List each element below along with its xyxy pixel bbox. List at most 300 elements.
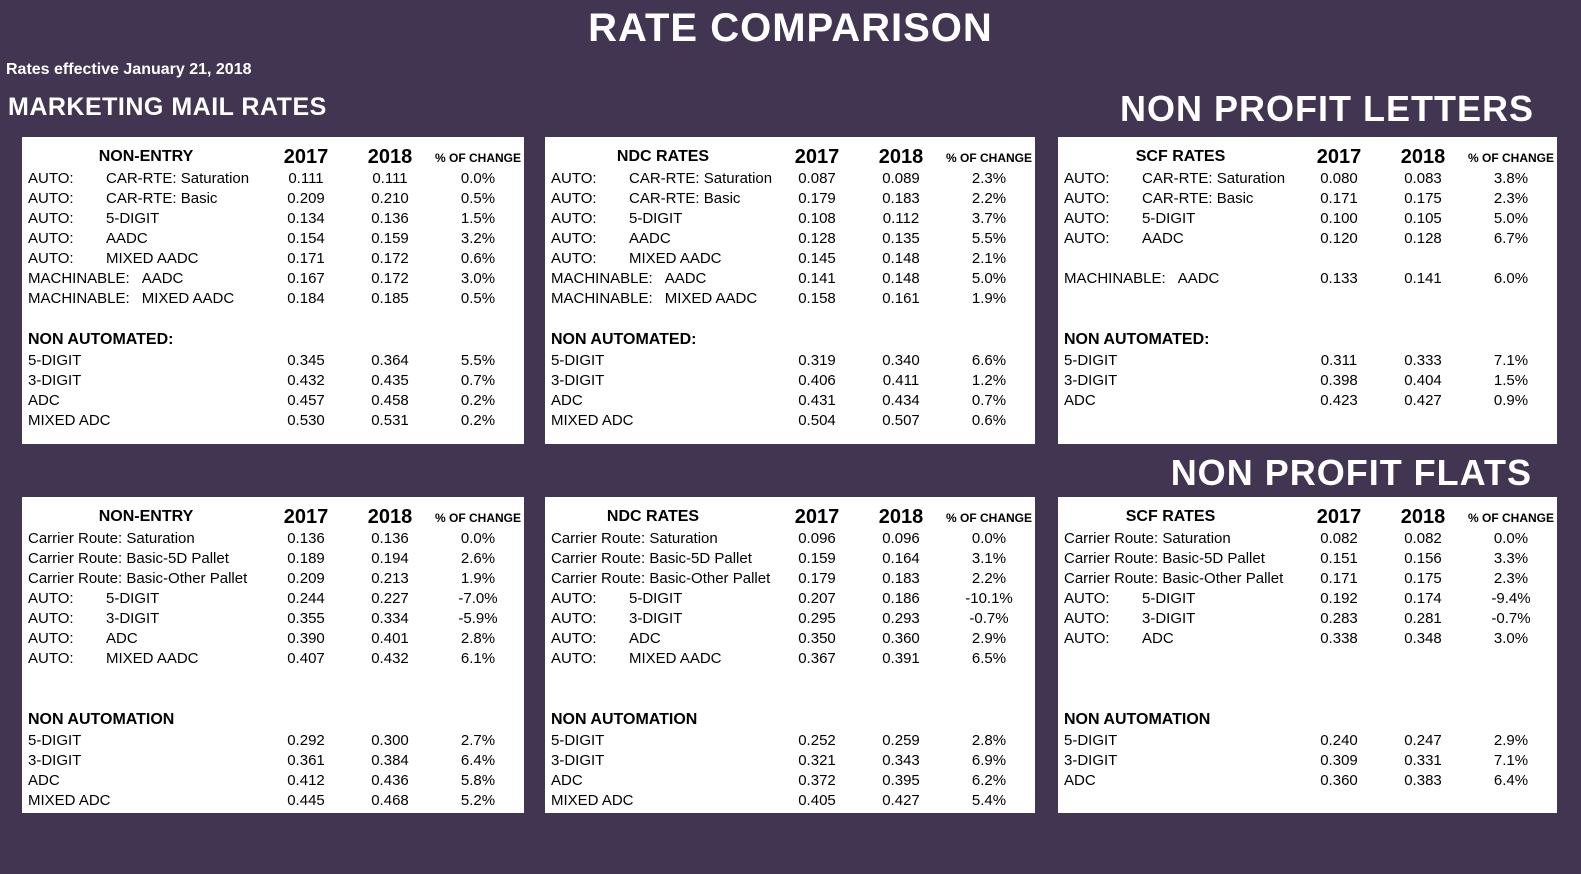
table-row <box>22 351 524 371</box>
table-header-row <box>545 143 1035 169</box>
table-row <box>545 249 1035 269</box>
rate-label-cell <box>545 629 775 649</box>
rate-label-text: CAR-RTE: Basic <box>106 190 218 207</box>
rate-label-cell <box>545 529 775 549</box>
rate-2018-cell: 0.183 <box>882 190 920 207</box>
rate-label-text: 5-DIGIT <box>1064 352 1118 369</box>
rate-2017-cell: 0.080 <box>1320 170 1358 187</box>
rate-change-cell: -5.9% <box>458 610 498 627</box>
rate-2018-cell: 0.164 <box>882 550 920 567</box>
rate-label-prefix: AUTO: <box>1064 230 1110 247</box>
column-header-percent-change: % OF CHANGE <box>434 151 521 165</box>
rate-2017-cell: 0.151 <box>1320 550 1358 567</box>
blank-row <box>22 309 524 329</box>
rate-label-cell <box>22 411 264 431</box>
rate-label-text: Carrier Route: Saturation <box>1064 530 1231 547</box>
rate-change-cell: 1.5% <box>460 210 496 227</box>
column-header-percent-change: % OF CHANGE <box>1467 511 1554 525</box>
rate-label-text: MIXED AADC <box>629 650 722 667</box>
blank-row <box>545 669 1035 689</box>
rate-label-text: 3-DIGIT <box>28 752 82 769</box>
rate-label-prefix: AUTO: <box>551 650 597 667</box>
table-row <box>22 229 524 249</box>
table-row <box>1058 731 1557 751</box>
rate-change-cell: 2.3% <box>1493 190 1529 207</box>
rate-2018-cell: 0.395 <box>882 772 920 789</box>
section-header-row <box>545 709 1035 731</box>
rate-2018-cell: 0.174 <box>1404 590 1442 607</box>
rate-2018-cell: 0.300 <box>371 732 409 749</box>
rate-2017-cell: 0.179 <box>798 190 836 207</box>
rate-label-cell <box>22 391 264 411</box>
rate-label-cell <box>1058 209 1297 229</box>
rate-label-prefix: AUTO: <box>551 610 597 627</box>
rate-2017-cell: 0.345 <box>287 352 325 369</box>
rate-label-prefix: MACHINABLE: <box>28 290 130 307</box>
rate-change-cell: 5.4% <box>971 792 1007 809</box>
rate-label-cell <box>1058 229 1297 249</box>
column-header-2018: 2018 <box>878 506 924 528</box>
rate-label-text: 3-DIGIT <box>28 372 82 389</box>
table-row <box>22 289 524 309</box>
rate-label-cell <box>1058 391 1297 411</box>
rate-2017-cell: 0.252 <box>798 732 836 749</box>
rate-label-text: 5-DIGIT <box>1142 210 1196 227</box>
rate-2018-cell: 0.247 <box>1404 732 1442 749</box>
rate-label-cell <box>22 649 264 669</box>
table-row <box>1058 751 1557 771</box>
rate-label-prefix: AUTO: <box>1064 590 1110 607</box>
table-row <box>545 529 1035 549</box>
section-header-row <box>545 329 1035 351</box>
rate-label-cell <box>545 209 775 229</box>
table-row <box>545 609 1035 629</box>
rate-label-text: 5-DIGIT <box>629 590 683 607</box>
rate-2017-cell: 0.120 <box>1320 230 1358 247</box>
rate-2018-cell: 0.148 <box>882 250 920 267</box>
rate-label-text: ADC <box>28 772 60 789</box>
rate-2017-cell: 0.158 <box>798 290 836 307</box>
rate-2018-cell: 0.136 <box>371 530 409 547</box>
table-header-row <box>1058 503 1557 529</box>
blank-row <box>22 669 524 689</box>
rate-change-cell: 6.5% <box>971 650 1007 667</box>
rate-2018-cell: 0.384 <box>371 752 409 769</box>
rate-label-prefix: MACHINABLE: <box>28 270 130 287</box>
rate-label-cell <box>1058 169 1297 189</box>
rate-2018-cell: 0.136 <box>371 210 409 227</box>
rate-2017-cell: 0.295 <box>798 610 836 627</box>
rate-label-cell <box>1058 731 1297 751</box>
blank-row <box>545 309 1035 329</box>
rate-label-cell <box>22 351 264 371</box>
rate-label-cell <box>22 549 264 569</box>
rate-label-prefix: AUTO: <box>28 210 74 227</box>
rate-label-text: 3-DIGIT <box>629 610 683 627</box>
rate-label-cell <box>22 609 264 629</box>
rate-2017-cell: 0.179 <box>798 570 836 587</box>
rate-label-cell <box>22 529 264 549</box>
section-label: NON AUTOMATED: <box>551 331 697 348</box>
table-row <box>22 269 524 289</box>
table-row <box>1058 569 1557 589</box>
rate-change-cell: 1.2% <box>971 372 1007 389</box>
rate-label-prefix: AUTO: <box>551 170 597 187</box>
rate-change-cell: -7.0% <box>458 590 498 607</box>
table-row <box>1058 609 1557 629</box>
heading-non-profit-flats: NON PROFIT FLATS <box>1170 452 1532 493</box>
rate-2017-cell: 0.431 <box>798 392 836 409</box>
rate-label-cell <box>1058 529 1297 549</box>
column-header-2018: 2018 <box>367 146 413 168</box>
rate-2018-cell: 0.141 <box>1404 270 1442 287</box>
table-row <box>22 371 524 391</box>
table-row <box>22 169 524 189</box>
rate-label-text: 5-DIGIT <box>28 352 82 369</box>
rate-label-text: AADC <box>141 270 184 287</box>
rate-change-cell: 6.7% <box>1493 230 1529 247</box>
rate-change-cell: 2.7% <box>460 732 496 749</box>
rate-2018-cell: 0.135 <box>882 230 920 247</box>
rate-table-nonprofit-flats-scf <box>1058 497 1557 813</box>
rate-label-cell <box>545 249 775 269</box>
rate-change-cell: 0.2% <box>460 412 496 429</box>
rate-2017-cell: 0.209 <box>287 190 325 207</box>
rate-label-prefix: AUTO: <box>1064 190 1110 207</box>
column-header-percent-change: % OF CHANGE <box>945 151 1032 165</box>
table-row <box>22 629 524 649</box>
rate-2018-cell: 0.411 <box>882 372 920 389</box>
rate-label-prefix: AUTO: <box>551 190 597 207</box>
section-header-row <box>1058 329 1557 351</box>
rate-2018-cell: 0.427 <box>1404 392 1442 409</box>
rate-label-prefix: MACHINABLE: <box>551 290 653 307</box>
rate-change-cell: 3.0% <box>1493 630 1529 647</box>
rate-change-cell: 0.6% <box>460 250 496 267</box>
rate-label-cell <box>545 169 775 189</box>
rate-change-cell: 1.9% <box>971 290 1007 307</box>
table-row <box>1058 589 1557 609</box>
section-label: NON AUTOMATION <box>551 711 698 728</box>
rate-label-text: AADC <box>1142 230 1184 247</box>
rate-2017-cell: 0.367 <box>798 650 836 667</box>
rate-label-prefix: AUTO: <box>551 230 597 247</box>
rate-2018-cell: 0.404 <box>1404 372 1442 389</box>
table-row <box>545 209 1035 229</box>
rate-2018-cell: 0.082 <box>1404 530 1442 547</box>
rate-label-text: MIXED AADC <box>629 250 722 267</box>
rate-label-cell <box>22 569 264 589</box>
table-row <box>1058 351 1557 371</box>
rate-label-prefix: AUTO: <box>1064 210 1110 227</box>
rate-2018-cell: 0.259 <box>882 732 920 749</box>
rate-label-text: 3-DIGIT <box>1064 752 1118 769</box>
rate-change-cell: 0.7% <box>460 372 496 389</box>
rate-2018-cell: 0.161 <box>882 290 920 307</box>
table-row <box>1058 229 1557 249</box>
rate-label-text: MIXED AADC <box>664 290 758 307</box>
rate-2017-cell: 0.207 <box>798 590 836 607</box>
rate-label-cell <box>545 731 775 751</box>
rate-label-cell <box>22 771 264 791</box>
rate-2018-cell: 0.391 <box>882 650 920 667</box>
table-row <box>545 731 1035 751</box>
rate-2018-cell: 0.213 <box>371 570 409 587</box>
rate-change-cell: 2.3% <box>971 170 1007 187</box>
rate-2018-cell: 0.112 <box>882 210 920 227</box>
rate-2018-cell: 0.185 <box>371 290 409 307</box>
rate-2017-cell: 0.141 <box>798 270 836 287</box>
rate-2018-cell: 0.083 <box>1404 170 1442 187</box>
rate-2017-cell: 0.189 <box>287 550 325 567</box>
rate-2017-cell: 0.244 <box>287 590 325 607</box>
rate-label-text: ADC <box>629 630 661 647</box>
rate-label-text: MIXED ADC <box>28 792 111 809</box>
rate-2017-cell: 0.432 <box>287 372 325 389</box>
table-header-row <box>1058 143 1557 169</box>
table-row <box>545 169 1035 189</box>
table-title: NON-ENTRY <box>98 508 194 525</box>
table-row <box>545 549 1035 569</box>
rate-label-text: CAR-RTE: Basic <box>1142 190 1254 207</box>
rate-change-cell: 0.0% <box>1493 530 1529 547</box>
rate-label-text: MIXED ADC <box>28 412 111 429</box>
heading-non-profit-letters: NON PROFIT LETTERS <box>1120 88 1534 129</box>
rate-2018-cell: 0.159 <box>371 230 409 247</box>
rate-label-text: CAR-RTE: Saturation <box>1142 170 1286 187</box>
rate-label-prefix: AUTO: <box>28 190 74 207</box>
column-header-2017: 2017 <box>283 506 329 528</box>
page-title: RATE COMPARISON <box>588 6 993 50</box>
table-row <box>22 391 524 411</box>
rate-label-text: ADC <box>551 392 583 409</box>
rate-change-cell: 6.9% <box>971 752 1007 769</box>
rate-change-cell: 5.0% <box>1493 210 1529 227</box>
rate-label-prefix: AUTO: <box>1064 630 1110 647</box>
rate-label-text: 5-DIGIT <box>106 210 160 227</box>
table-header-row <box>22 503 524 529</box>
rate-change-cell: 5.5% <box>460 352 496 369</box>
rate-2017-cell: 0.390 <box>287 630 325 647</box>
rate-table-marketing-ndc <box>545 137 1035 444</box>
rate-label-cell <box>545 391 775 411</box>
table-header-row <box>22 143 524 169</box>
rate-label-text: 5-DIGIT <box>1142 590 1196 607</box>
rate-2018-cell: 0.089 <box>882 170 920 187</box>
rate-2018-cell: 0.383 <box>1404 772 1442 789</box>
rate-2017-cell: 0.406 <box>798 372 836 389</box>
rate-label-prefix: AUTO: <box>551 250 597 267</box>
table-title: SCF RATES <box>1125 508 1216 525</box>
column-header-percent-change: % OF CHANGE <box>434 511 521 525</box>
rate-2018-cell: 0.148 <box>882 270 920 287</box>
rate-label-text: ADC <box>1064 772 1096 789</box>
rate-2017-cell: 0.398 <box>1320 372 1358 389</box>
rate-2018-cell: 0.436 <box>371 772 409 789</box>
table-row <box>1058 549 1557 569</box>
rate-2018-cell: 0.194 <box>371 550 409 567</box>
rate-2018-cell: 0.334 <box>371 610 409 627</box>
rate-label-cell <box>545 189 775 209</box>
rate-2017-cell: 0.136 <box>287 530 325 547</box>
table-row <box>22 771 524 791</box>
rate-label-text: MIXED ADC <box>551 412 634 429</box>
rate-label-cell <box>22 209 264 229</box>
rate-label-text: AADC <box>664 270 707 287</box>
rate-change-cell: 3.0% <box>460 270 496 287</box>
rate-2018-cell: 0.360 <box>882 630 920 647</box>
rate-label-text: 5-DIGIT <box>106 590 160 607</box>
rate-label-text: 5-DIGIT <box>551 732 605 749</box>
blank-row <box>1058 289 1557 309</box>
blank-row <box>1058 649 1557 669</box>
table-row <box>22 609 524 629</box>
rate-change-cell: 0.5% <box>460 190 496 207</box>
rate-2017-cell: 0.209 <box>287 570 325 587</box>
table-row <box>22 751 524 771</box>
table-row <box>545 269 1035 289</box>
rate-change-cell: 1.9% <box>460 570 496 587</box>
rate-label-text: 5-DIGIT <box>1064 732 1118 749</box>
rate-2018-cell: 0.468 <box>371 792 409 809</box>
table-row <box>22 209 524 229</box>
rate-label-text: MIXED AADC <box>106 650 199 667</box>
table-row <box>545 371 1035 391</box>
column-header-percent-change: % OF CHANGE <box>1467 151 1554 165</box>
column-header-2018: 2018 <box>878 146 924 168</box>
rate-2018-cell: 0.507 <box>882 412 920 429</box>
rate-change-cell: -9.4% <box>1491 590 1531 607</box>
table-row <box>545 649 1035 669</box>
table-row <box>22 569 524 589</box>
rate-2017-cell: 0.457 <box>287 392 325 409</box>
rate-change-cell: 2.1% <box>971 250 1007 267</box>
rate-label-cell <box>1058 269 1297 289</box>
rate-label-prefix: AUTO: <box>28 650 74 667</box>
rate-2017-cell: 0.128 <box>798 230 836 247</box>
rate-change-cell: 6.0% <box>1493 270 1529 287</box>
table-row <box>1058 189 1557 209</box>
rate-label-cell <box>1058 569 1297 589</box>
rate-label-cell <box>22 791 264 811</box>
table-row <box>545 229 1035 249</box>
table-row <box>22 189 524 209</box>
table-row <box>1058 391 1557 411</box>
rate-change-cell: 6.6% <box>971 352 1007 369</box>
table-row <box>1058 269 1557 289</box>
blank-row <box>22 689 524 709</box>
rate-label-prefix: AUTO: <box>28 630 74 647</box>
section-label: NON AUTOMATION <box>28 711 175 728</box>
rate-2017-cell: 0.423 <box>1320 392 1358 409</box>
rate-label-text: ADC <box>1064 392 1096 409</box>
column-header-2017: 2017 <box>1316 506 1362 528</box>
rate-2018-cell: 0.111 <box>372 170 408 187</box>
rate-2018-cell: 0.128 <box>1404 230 1442 247</box>
section-header-row <box>1058 709 1557 731</box>
heading-marketing-mail-rates: MARKETING MAIL RATES <box>8 93 327 121</box>
rate-2017-cell: 0.412 <box>287 772 325 789</box>
rate-2017-cell: 0.240 <box>1320 732 1358 749</box>
rate-label-prefix: AUTO: <box>1064 610 1110 627</box>
rate-2018-cell: 0.435 <box>371 372 409 389</box>
rate-change-cell: 0.2% <box>460 392 496 409</box>
rate-2018-cell: 0.096 <box>882 530 920 547</box>
rate-label-text: CAR-RTE: Basic <box>629 190 741 207</box>
rate-2018-cell: 0.175 <box>1404 190 1442 207</box>
rate-label-text: Carrier Route: Basic-Other Pallet <box>28 570 248 587</box>
column-header-2018: 2018 <box>367 506 413 528</box>
rate-label-cell <box>22 229 264 249</box>
rate-label-cell <box>1058 609 1297 629</box>
rate-label-text: 3-DIGIT <box>106 610 160 627</box>
rate-change-cell: 0.9% <box>1493 392 1529 409</box>
table-row <box>545 391 1035 411</box>
rate-label-prefix: AUTO: <box>28 170 74 187</box>
rate-table-marketing-non-entry <box>22 137 524 444</box>
rate-label-text: ADC <box>1142 630 1174 647</box>
table-row <box>22 589 524 609</box>
rate-label-cell <box>545 269 775 289</box>
rate-2018-cell: 0.343 <box>882 752 920 769</box>
column-header-2018: 2018 <box>1400 506 1446 528</box>
rate-change-cell: 2.2% <box>971 190 1007 207</box>
rate-2018-cell: 0.432 <box>371 650 409 667</box>
rate-label-cell <box>1058 351 1297 371</box>
rate-2017-cell: 0.159 <box>798 550 836 567</box>
rate-label-cell <box>545 589 775 609</box>
rate-2018-cell: 0.458 <box>371 392 409 409</box>
rate-change-cell: 3.8% <box>1493 170 1529 187</box>
rate-2018-cell: 0.183 <box>882 570 920 587</box>
rate-label-cell <box>1058 189 1297 209</box>
rate-2018-cell: 0.531 <box>371 412 409 429</box>
table-row <box>1058 629 1557 649</box>
rate-label-text: AADC <box>629 230 671 247</box>
rate-label-cell <box>1058 371 1297 391</box>
rate-change-cell: 3.3% <box>1493 550 1529 567</box>
rate-label-prefix: AUTO: <box>28 610 74 627</box>
rate-label-text: Carrier Route: Basic-5D Pallet <box>1064 550 1265 567</box>
column-header-2017: 2017 <box>794 146 840 168</box>
rate-2018-cell: 0.172 <box>371 250 409 267</box>
table-row <box>545 589 1035 609</box>
rate-label-text: 3-DIGIT <box>551 752 605 769</box>
rate-2018-cell: 0.434 <box>882 392 920 409</box>
rate-2017-cell: 0.361 <box>287 752 325 769</box>
rate-2017-cell: 0.350 <box>798 630 836 647</box>
table-row <box>545 189 1035 209</box>
rate-2018-cell: 0.427 <box>882 792 920 809</box>
rate-table-nonprofit-letters-scf <box>1058 137 1557 444</box>
rate-label-cell <box>22 169 264 189</box>
rate-label-cell <box>22 289 264 309</box>
rate-2018-cell: 0.105 <box>1404 210 1442 227</box>
rate-change-cell: 1.5% <box>1493 372 1529 389</box>
rates-effective-date: Rates effective January 21, 2018 <box>6 61 252 78</box>
rate-label-cell <box>545 771 775 791</box>
rate-2017-cell: 0.355 <box>287 610 325 627</box>
rate-2017-cell: 0.309 <box>1320 752 1358 769</box>
table-row <box>1058 209 1557 229</box>
rate-label-cell <box>545 549 775 569</box>
rate-label-cell <box>22 589 264 609</box>
rate-change-cell: 2.8% <box>460 630 496 647</box>
rate-label-text: AADC <box>1177 270 1220 287</box>
rate-label-prefix: AUTO: <box>1064 170 1110 187</box>
rate-2017-cell: 0.311 <box>1320 352 1358 369</box>
rate-change-cell: 0.6% <box>971 412 1007 429</box>
